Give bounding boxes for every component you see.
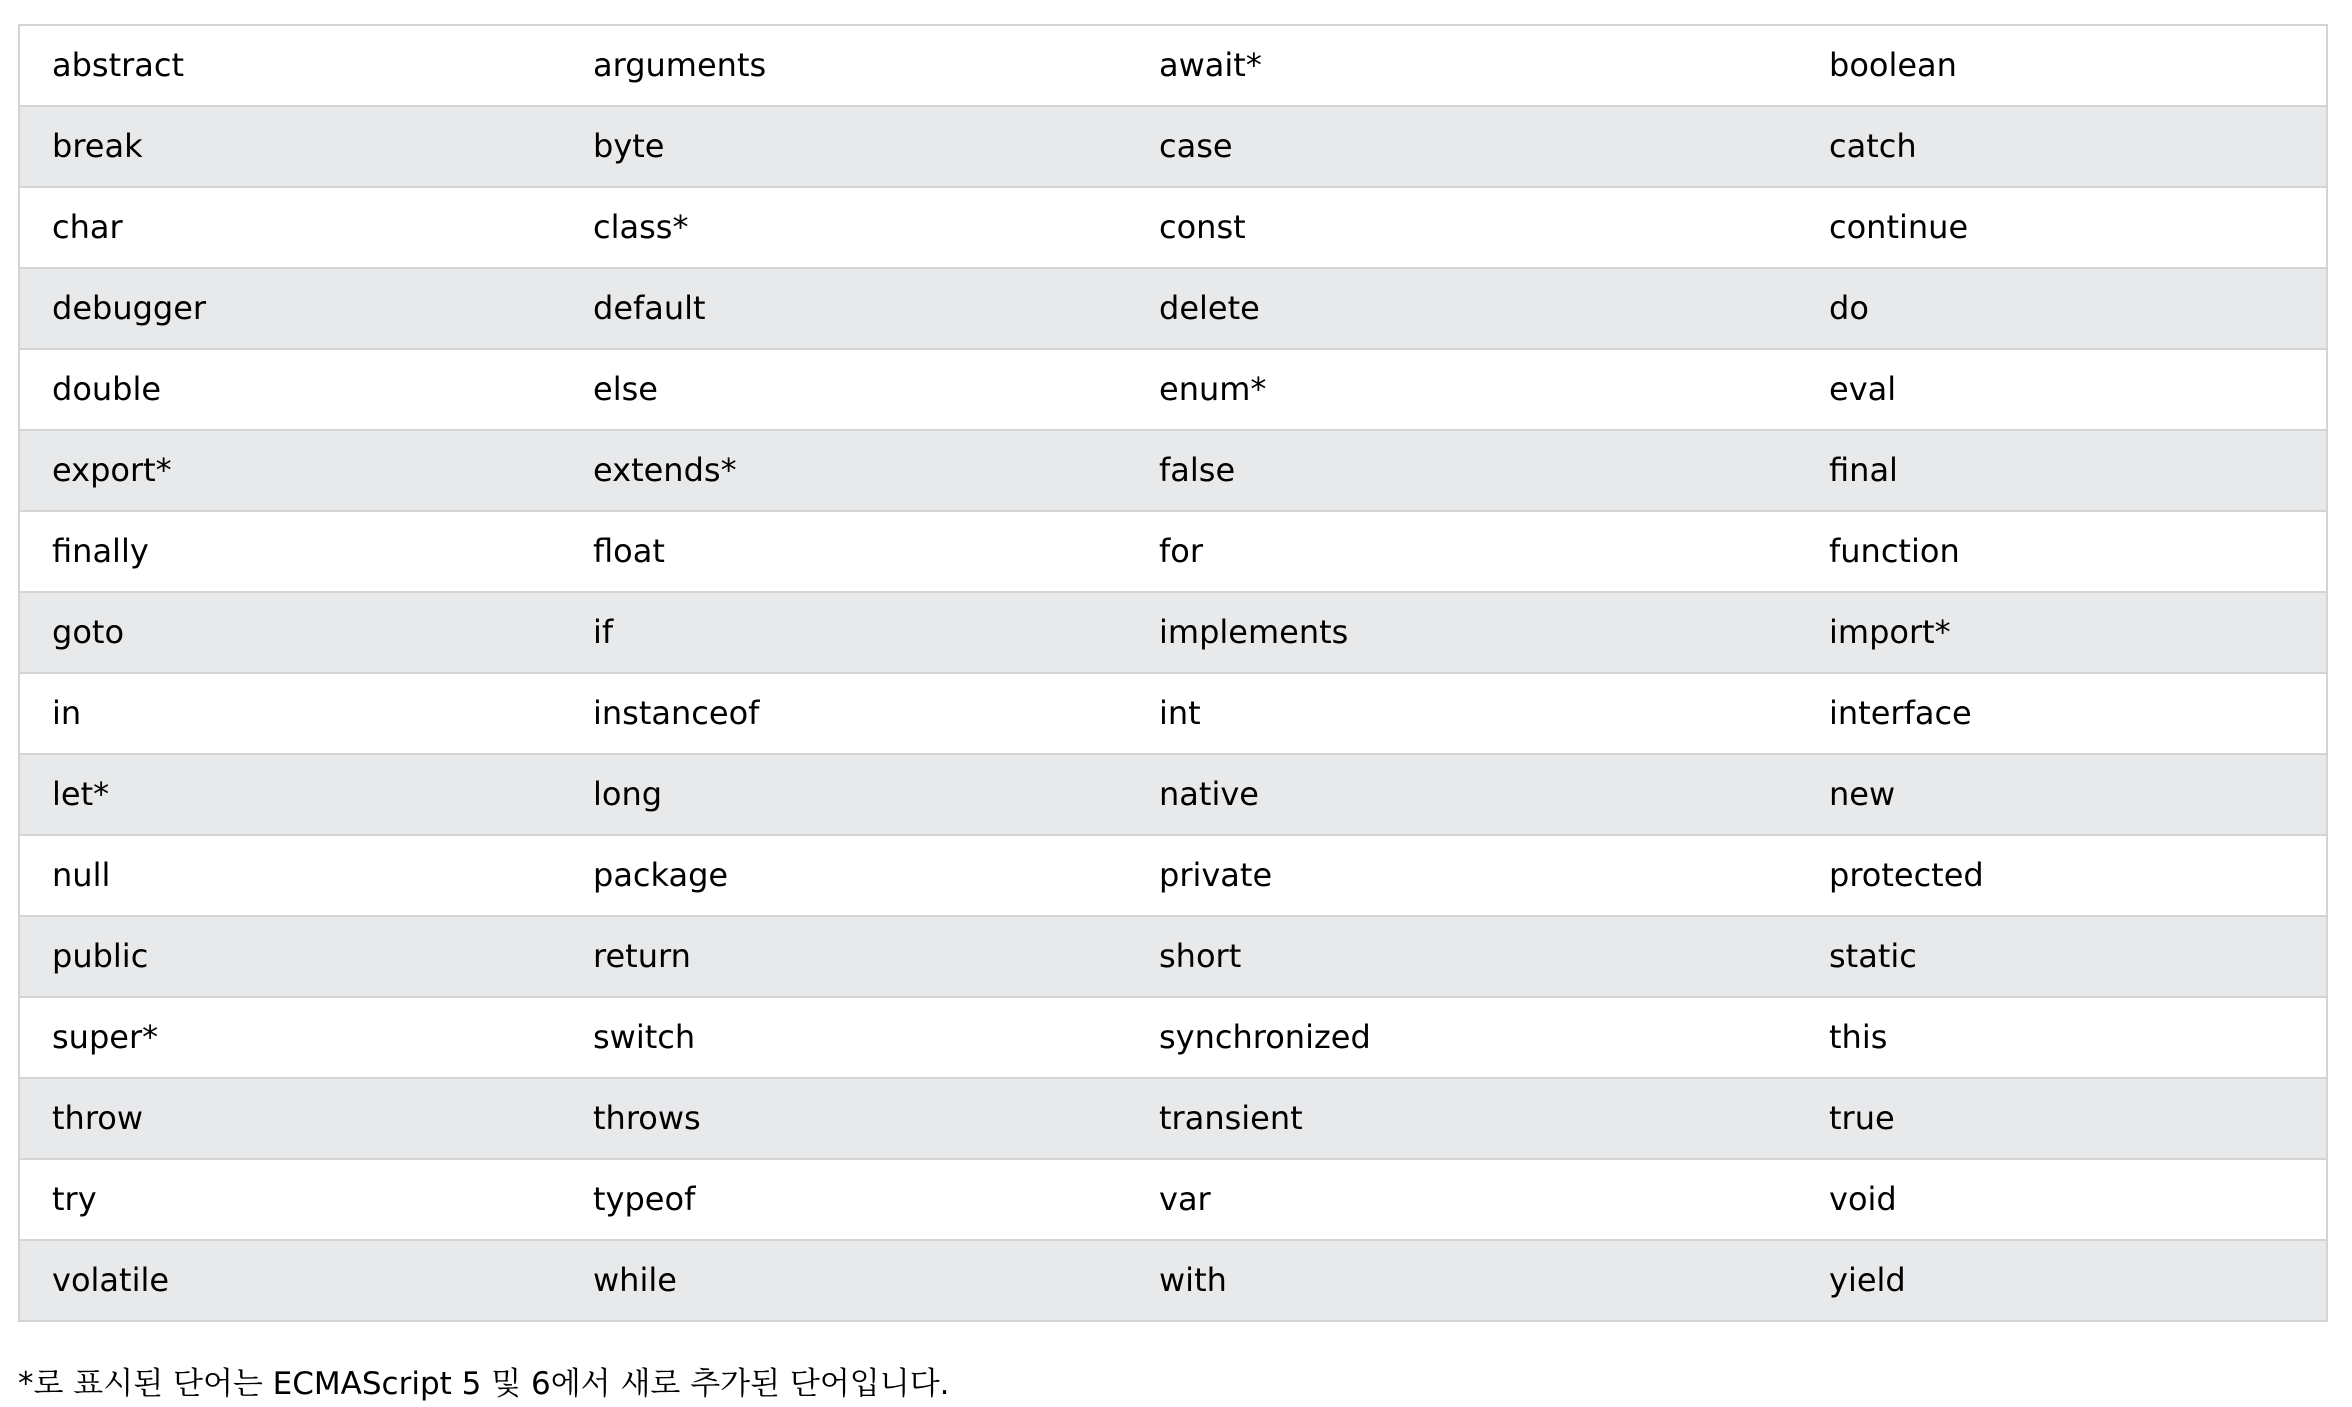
- keyword-cell: short: [1127, 916, 1797, 997]
- keyword-cell: volatile: [20, 1240, 561, 1320]
- keyword-cell: throws: [561, 1078, 1127, 1159]
- keyword-cell: switch: [561, 997, 1127, 1078]
- keyword-cell: try: [20, 1159, 561, 1240]
- keyword-cell: yield: [1797, 1240, 2326, 1320]
- keyword-cell: var: [1127, 1159, 1797, 1240]
- reserved-words-table-body: [20, 26, 2326, 1320]
- keyword-cell: this: [1797, 997, 2326, 1078]
- keyword-cell: new: [1797, 754, 2326, 835]
- keyword-cell: null: [20, 835, 561, 916]
- keyword-cell: in: [20, 673, 561, 754]
- keyword-cell: arguments: [593, 46, 767, 84]
- keyword-cell: enum*: [1127, 349, 1797, 430]
- keyword-cell: package: [561, 835, 1127, 916]
- table-row: [20, 997, 2326, 1078]
- keyword-cell: instanceof: [561, 673, 1127, 754]
- table-row: [20, 1078, 2326, 1159]
- keyword-cell: char: [20, 187, 561, 268]
- keyword-cell: while: [561, 1240, 1127, 1320]
- keyword-cell: float: [561, 511, 1127, 592]
- keyword-cell: default: [561, 268, 1127, 349]
- keyword-cell: double: [20, 349, 561, 430]
- table-row: [20, 268, 2326, 349]
- keyword-cell: else: [561, 349, 1127, 430]
- table-row: [20, 1240, 2326, 1320]
- keyword-cell: finally: [20, 511, 561, 592]
- table-row: [20, 592, 2326, 673]
- keyword-cell: false: [1127, 430, 1797, 511]
- table-row: [20, 106, 2326, 187]
- table-row: [20, 754, 2326, 835]
- keyword-cell: boolean: [1829, 46, 1957, 84]
- keyword-cell: catch: [1797, 106, 2326, 187]
- keyword-cell: do: [1797, 268, 2326, 349]
- keyword-cell: abstract: [52, 46, 185, 84]
- table-row: [20, 187, 2326, 268]
- keyword-cell: return: [561, 916, 1127, 997]
- keyword-cell: if: [561, 592, 1127, 673]
- reserved-words-table-container: [18, 24, 2328, 1322]
- keyword-cell: case: [1127, 106, 1797, 187]
- keyword-cell: import*: [1797, 592, 2326, 673]
- keyword-cell: final: [1797, 430, 2326, 511]
- keyword-cell: long: [561, 754, 1127, 835]
- keyword-cell: super*: [20, 997, 561, 1078]
- table-row: [20, 26, 2326, 106]
- table-row: [20, 835, 2326, 916]
- keyword-cell: byte: [561, 106, 1127, 187]
- keyword-cell: transient: [1127, 1078, 1797, 1159]
- table-row: [20, 673, 2326, 754]
- keyword-cell: delete: [1127, 268, 1797, 349]
- keyword-cell: let*: [20, 754, 561, 835]
- keyword-cell: const: [1127, 187, 1797, 268]
- keyword-cell: native: [1127, 754, 1797, 835]
- reserved-words-table: [20, 26, 2326, 1320]
- keyword-cell: typeof: [561, 1159, 1127, 1240]
- table-row: [20, 1159, 2326, 1240]
- footnote: *로 표시된 단어는 ECMAScript 5 및 6에서 새로 추가된 단어입니다.: [18, 1366, 950, 1402]
- keyword-cell: export*: [20, 430, 561, 511]
- keyword-cell: protected: [1797, 835, 2326, 916]
- keyword-cell: throw: [20, 1078, 561, 1159]
- table-row: [20, 430, 2326, 511]
- keyword-cell: interface: [1797, 673, 2326, 754]
- keyword-cell: break: [20, 106, 561, 187]
- keyword-cell: private: [1127, 835, 1797, 916]
- keyword-cell: for: [1127, 511, 1797, 592]
- keyword-cell: true: [1797, 1078, 2326, 1159]
- table-row: [20, 349, 2326, 430]
- keyword-cell: int: [1127, 673, 1797, 754]
- keyword-cell: static: [1797, 916, 2326, 997]
- table-row: [20, 511, 2326, 592]
- keyword-cell: goto: [20, 592, 561, 673]
- keyword-cell: class*: [561, 187, 1127, 268]
- keyword-cell: function: [1797, 511, 2326, 592]
- keyword-cell: with: [1127, 1240, 1797, 1320]
- keyword-cell: extends*: [561, 430, 1127, 511]
- keyword-cell: synchronized: [1127, 997, 1797, 1078]
- keyword-cell: await*: [1159, 46, 1262, 84]
- keyword-cell: debugger: [20, 268, 561, 349]
- keyword-cell: implements: [1127, 592, 1797, 673]
- table-row: [20, 916, 2326, 997]
- keyword-cell: continue: [1797, 187, 2326, 268]
- keyword-cell: eval: [1797, 349, 2326, 430]
- keyword-cell: public: [20, 916, 561, 997]
- keyword-cell: void: [1797, 1159, 2326, 1240]
